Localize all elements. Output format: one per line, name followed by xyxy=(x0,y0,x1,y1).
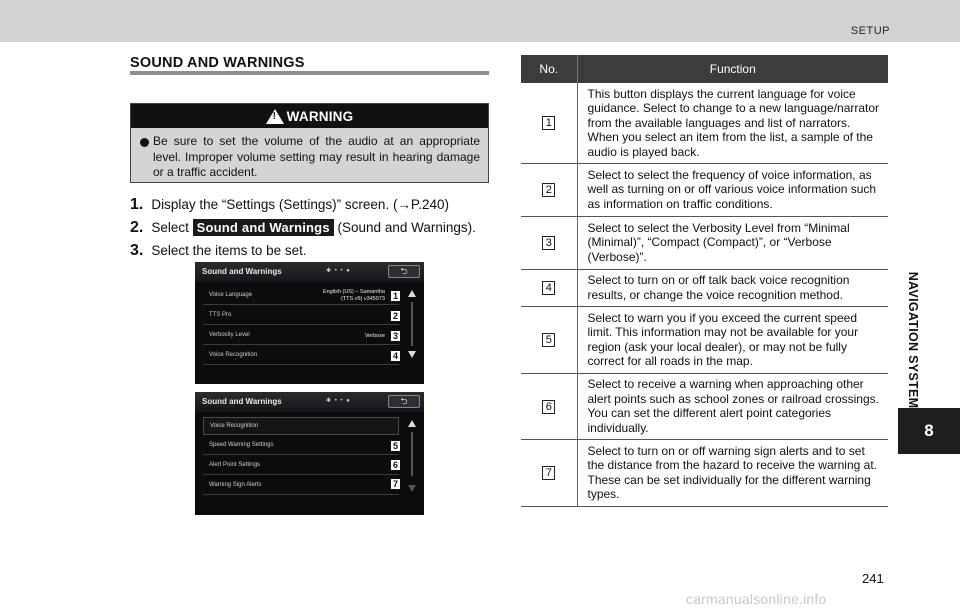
sound-and-warnings-button-label: Sound and Warnings xyxy=(193,219,334,236)
menu-row-speed-warning-settings[interactable]: Speed Warning Settings xyxy=(203,437,399,455)
screen-header xyxy=(195,392,424,412)
screen-title: Sound and Warnings xyxy=(202,397,282,406)
function-text: Select to turn on or off warning sign alerts and to set the distance from the hazard to receive the warning at. These can be set individually for the different warning types. xyxy=(577,439,888,506)
step-2: 2. Select Sound and Warnings (Sound and Warnings). xyxy=(130,219,476,236)
warning-header xyxy=(131,104,488,128)
item-number: 5 xyxy=(542,333,555,347)
scroll-up-icon[interactable] xyxy=(408,290,416,297)
page-number: 241 xyxy=(862,571,884,586)
callout-badge: 2 xyxy=(390,310,401,322)
screen-capture-2 xyxy=(195,392,424,515)
warning-box xyxy=(130,103,489,183)
item-number: 4 xyxy=(542,281,555,295)
scrollbar[interactable] xyxy=(411,432,413,476)
table-row xyxy=(521,306,888,373)
section-label: SETUP xyxy=(850,25,890,37)
voice-language-value: English (US) – Samantha (TTS v5) v345973 xyxy=(322,289,385,302)
function-text: Select to warn you if you exceed the current speed limit. This information may not be available for your region (ask your local dealer), or may not be fully correct for all roads in the map. xyxy=(577,306,888,373)
item-number: 6 xyxy=(542,400,555,414)
callout-badge: 3 xyxy=(390,330,401,342)
function-text: Select to select the Verbosity Level from “Minimal (Minimal)”, “Compact (Compact)”, or “Verbose (Verbose)”. xyxy=(577,216,888,269)
item-number: 3 xyxy=(542,236,555,250)
chapter-number-tab: 8 xyxy=(898,408,960,454)
section-title: SOUND AND WARNINGS xyxy=(130,55,305,71)
chapter-side-label-text: NAVIGATION SYSTEM xyxy=(906,271,920,409)
bullet-icon xyxy=(140,138,149,147)
column-header-function: Function xyxy=(577,55,888,83)
callout-badge: 4 xyxy=(390,350,401,362)
scrollbar[interactable] xyxy=(411,302,413,346)
callout-badge: 7 xyxy=(390,478,401,490)
function-text: Select to turn on or off talk back voice recognition results, or change the voice recognition method. xyxy=(577,269,888,306)
table-row xyxy=(521,83,888,163)
step-1: 1. Display the “Settings (Settings)” screen. (→P.240) xyxy=(130,196,449,213)
step-3-text: Select the items to be set. xyxy=(151,243,307,258)
warning-body xyxy=(131,128,488,181)
step-1-text: Display the “Settings (Settings)” screen. (→P.240) xyxy=(151,197,449,212)
menu-row-voice-recognition[interactable]: Voice Recognition xyxy=(203,347,399,365)
menu-row-warning-sign-alerts[interactable]: Warning Sign Alerts xyxy=(203,477,399,495)
menu-row-voice-language[interactable]: Voice Language English (US) – Samantha (TTS v5) v345973 xyxy=(203,287,399,305)
menu-row-voice-recognition[interactable]: Voice Recognition xyxy=(203,417,399,435)
back-icon[interactable]: ⮌ xyxy=(388,265,420,278)
item-number: 2 xyxy=(542,183,555,197)
warning-heading: WARNING xyxy=(286,108,354,124)
table-row xyxy=(521,373,888,439)
watermark-text: carmanualsonline.info xyxy=(686,591,827,607)
callout-badge: 1 xyxy=(390,290,401,302)
table-row xyxy=(521,163,888,216)
table-header-row xyxy=(521,55,888,83)
function-text: This button displays the current language for voice guidance. Select to change to a new language/narrator from the available languages and list of narrators. When you select an item from the list, a sample of the audio is played back. xyxy=(577,83,888,163)
menu-row-verbosity-level[interactable]: Verbosity Level Verbose xyxy=(203,327,399,345)
column-header-no: No. xyxy=(521,55,577,83)
callout-badge: 5 xyxy=(390,440,401,452)
screen-header xyxy=(195,262,424,282)
table-row xyxy=(521,216,888,269)
page-indicator: ✱ • • ● xyxy=(326,268,351,274)
chapter-side-label xyxy=(906,255,920,425)
menu-row-tts-pro[interactable]: TTS Pro xyxy=(203,307,399,325)
warning-text: Be sure to set the volume of the audio at an appropriate level. Improper volume setting may result in hearing damage or a traffic accident. xyxy=(153,134,480,179)
title-underline xyxy=(130,71,489,75)
warning-triangle-icon: ! xyxy=(266,109,284,124)
page-indicator: ✱ • • ● xyxy=(326,398,351,404)
table-row xyxy=(521,269,888,306)
screen-title: Sound and Warnings xyxy=(202,267,282,276)
callout-badge: 6 xyxy=(390,459,401,471)
page-header-bar xyxy=(0,0,960,42)
menu-row-alert-point-settings[interactable]: Alert Point Settings xyxy=(203,457,399,475)
back-icon[interactable]: ⮌ xyxy=(388,395,420,408)
scroll-down-icon[interactable] xyxy=(408,351,416,358)
table-row xyxy=(521,439,888,506)
function-text: Select to receive a warning when approaching other alert points such as school zones or railroad crossings. You can set the different alert point categories individually. xyxy=(577,373,888,439)
step-3: 3. Select the items to be set. xyxy=(130,242,307,259)
function-text: Select to select the frequency of voice information, as well as turning on or off various voice information such as information on traffic conditions. xyxy=(577,163,888,216)
function-table xyxy=(521,55,888,507)
scroll-up-icon[interactable] xyxy=(408,420,416,427)
scroll-down-icon[interactable] xyxy=(408,485,416,492)
screen-capture-1 xyxy=(195,262,424,384)
item-number: 1 xyxy=(542,116,555,130)
item-number: 7 xyxy=(542,466,555,480)
